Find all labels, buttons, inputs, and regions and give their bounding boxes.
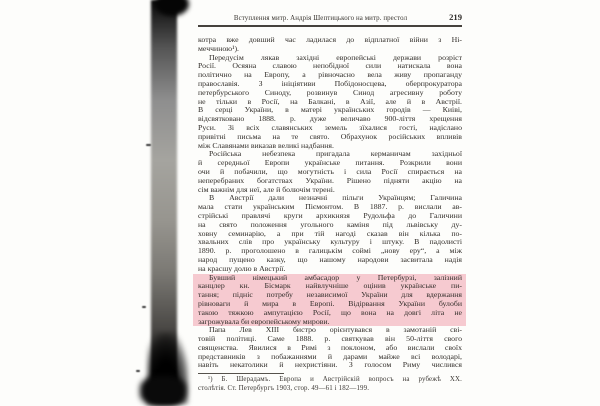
scan-speck <box>136 370 140 372</box>
text-line: петербурського Синоду, розвинув Синод агресивну роботу <box>198 87 462 97</box>
text-line: відсвятковано 1888. р. дуже величаво 900-ліття хрещення <box>198 114 462 124</box>
text-line: політично на Европу, а рівночасно вела живу пропаганду <box>198 70 462 80</box>
text-line: Росії. Осяяна славою непобідної сили натискала вона <box>198 61 462 71</box>
text-line: стрійські правлячі круги архикнязя Рудольфа до Галичини <box>198 210 462 220</box>
highlighted-text-line: рівноваги й мира в Европі. Відірвання України булоби <box>193 300 466 309</box>
footnote-line: ¹) Б. Шерадамъ. Европа и Австрійскій вопросъ на рубежѣ XX. <box>208 376 462 384</box>
text-line: меччиною¹). <box>198 43 239 53</box>
text-line: сім важнім для неї, але й болючім терені. <box>198 184 335 194</box>
text-line: хвальних слів про українську культуру і штуку. В падолисті <box>198 237 462 247</box>
text-line: й середньої Европи українське питання. Розкрили вони <box>198 158 462 168</box>
highlighted-text-line: загрожувала би европейському мирови. <box>193 318 466 327</box>
running-header <box>198 12 462 22</box>
highlighted-text-line: канцлер кн. Бісмарк найвлучніше оцінив українське пи- <box>193 282 466 291</box>
text-line: священства. Явилися в Римі з поклоном, або вислали своїх <box>198 342 462 352</box>
text-line: Руси. Зі всіх славянських земель зїхалися гості, надіслано <box>198 122 462 132</box>
text-line: ховну семинарію, а при тій нагоді сказав він кілька по- <box>198 228 462 238</box>
header-rule <box>198 25 462 27</box>
text-line: мала стати українським Піємонтом. В 1887. р. вислали ав- <box>198 202 462 212</box>
text-line: між Славянами виказав великі надбання. <box>198 140 334 150</box>
text-line: неперебраних богатствах України. Рішено підняти акцію на <box>198 175 462 185</box>
running-title: Вступлення митр. Андрія Шептицького на митр. престол <box>233 15 408 22</box>
body-text <box>198 36 462 370</box>
text-line: не тільки в Росії, на Балкані, в Азії, але й в Австрії. <box>198 96 462 106</box>
footnote-line: столѣтія. Ст. Петербургъ 1903, стор. 49—61 і 182—199. <box>198 384 370 392</box>
text-line: навіть некатолики й нехристіяни. З голосом Риму числився <box>198 360 462 370</box>
text-column <box>198 12 462 393</box>
highlighted-text-line: тання; підніс потребу независимої України для вдержання <box>193 291 466 300</box>
binding-shadow-corner-blob <box>140 376 186 406</box>
text-line: Російська небезпека пригадала керманичам західньої <box>209 149 462 159</box>
text-line: представників з побажаннями й дарами майже всі володарі, <box>198 351 462 361</box>
text-line: товій політиці. Саме 1888. р. святкував він 50-ліття свого <box>198 334 462 344</box>
text-line: В Австрії дали незначні пільги Українцям; Галичина <box>209 193 462 203</box>
text-line: очи й побачили, що могутність і сила Росії спирається на <box>198 166 462 176</box>
text-line: привітні письма на те свято. Обрахунок російських впливів <box>198 131 462 141</box>
text-line: В серці України, в матері українських городів — Киіві, <box>198 105 462 115</box>
text-line: народ пущено казку, що нашому народови засвитала надія <box>198 254 462 264</box>
text-line: Передусім лякав західні европейські держави розріст <box>209 52 462 62</box>
highlighted-text-line: Бувший німецький амбасадор у Петербурзі, залізний <box>193 274 466 283</box>
text-line: Папа Лев XIII бистро орієнтувався в замотаній сві- <box>209 325 462 335</box>
text-line: на красшу долю в Австрії. <box>198 263 286 273</box>
text-line: 1890. р. проголошено в галицькім соймі „нову еру“, а між <box>198 246 462 256</box>
text-line: на свято положення угольного каміня під львівську ду- <box>198 219 462 229</box>
text-line: православія. З ініціятиви Побідоносцева, оберпрокуратора <box>198 78 462 88</box>
scan-speck <box>142 306 146 308</box>
page-number: 219 <box>449 12 462 22</box>
highlighted-text-line: такою тяжкою ампутацією Росії, що вона на довгі літа не <box>193 309 466 318</box>
text-line: котра вже довший час ладилася до відплатної війни з Ні- <box>198 35 462 44</box>
footnote-separator <box>198 373 284 374</box>
scan-speck <box>146 144 151 146</box>
footnote <box>198 373 462 393</box>
